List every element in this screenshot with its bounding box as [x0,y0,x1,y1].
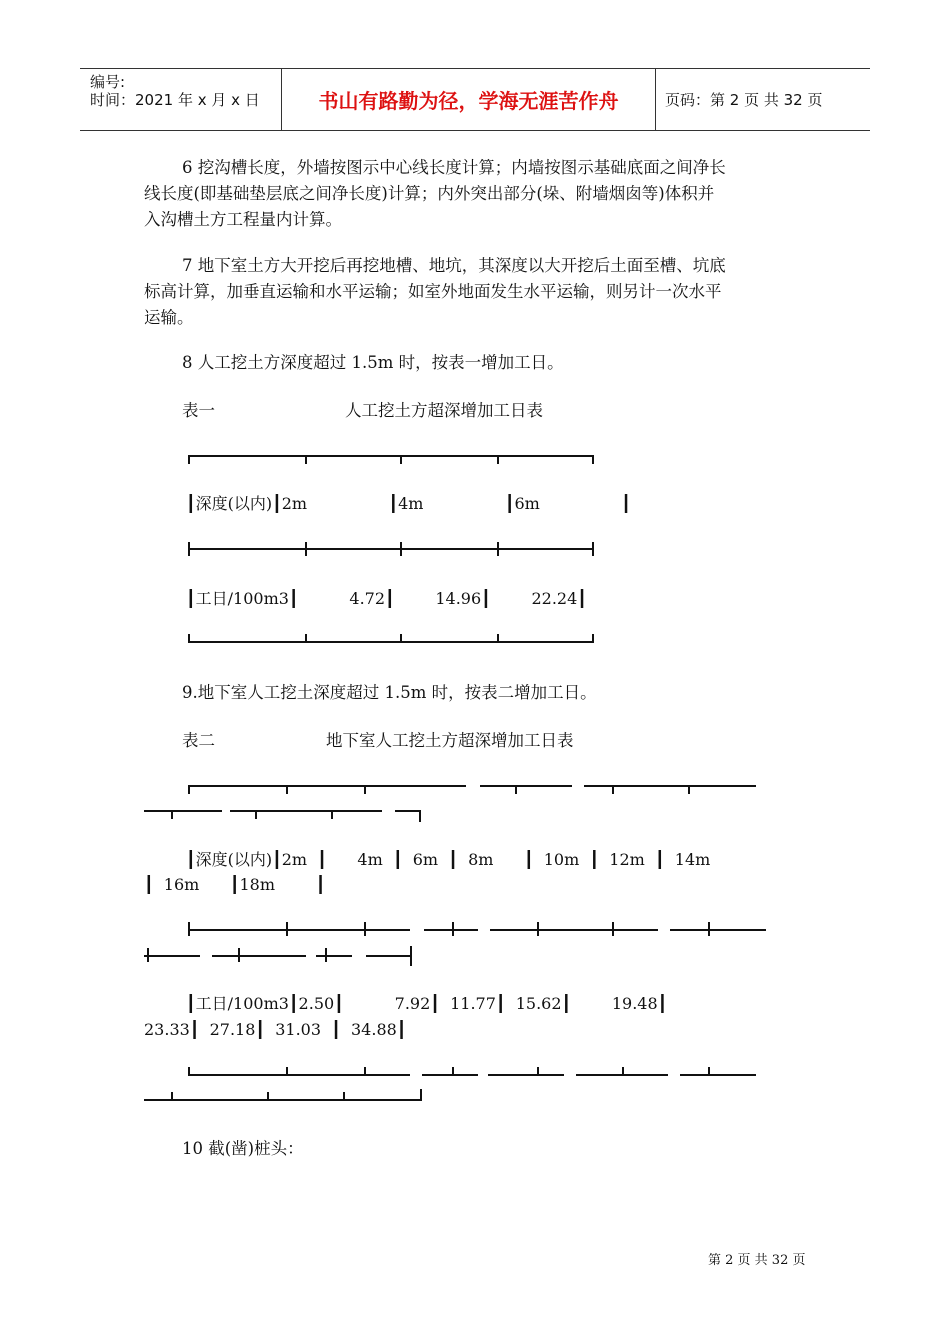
table-rule-tick [622,1067,624,1076]
table-2-row-depth-part-1: ┃深度(以内)┃2m ┃ 4m ┃ 6m ┃ 8m ┃ 10m ┃ 12m ┃ 14m [186,850,711,869]
time-label: 时间：2021 年 x 月 x 日 [90,91,260,109]
table-rule-line [480,785,572,787]
table-rule-tick [410,946,412,966]
table-rule-tick [188,542,190,556]
page-number-label: 页码：第 2 页 共 32 页 [665,91,823,109]
table-rule-line [316,955,352,957]
table-rule-line [230,810,382,812]
table-rule-tick [592,634,594,643]
table-rule-line [424,929,478,931]
table-rule-tick [305,634,307,643]
paragraph-9: 9.地下室人工挖土深度超过 1.5m 时，按表二增加工日。 [182,683,597,702]
table-rule-tick [515,785,517,794]
table-rule-line [144,810,222,812]
table-rule-tick [592,455,594,464]
table-rule-tick [497,542,499,556]
table-rule-tick [325,948,327,962]
table-rule-line [188,548,594,550]
table-rule-line [188,1074,410,1076]
table-1-row-depth: ┃深度(以内)┃2m ┃4m ┃6m ┃ [186,494,631,513]
table-2-title: 地下室人工挖土方超深增加工日表 [326,731,574,750]
page-footer: 第 2 页 共 32 页 [708,1253,806,1268]
table-rule-tick [343,1092,345,1101]
table-rule-tick [364,1067,366,1076]
table-rule-tick [419,810,421,822]
table-rule-tick [305,455,307,464]
table-rule-tick [188,1067,190,1076]
table-rule-tick [537,1067,539,1076]
table-2-row-workdays-part-1: ┃工日/100m3┃2.50┃ 7.92┃ 11.77┃ 15.62┃ 19.48┃ [186,994,668,1013]
table-rule-tick [452,1067,454,1076]
paragraph-6-line-2: 线长度(即基础垫层底之间净长度)计算；内外突出部分(垛、附墙烟囱等)体积并 [144,184,715,203]
table-rule-tick [364,785,366,794]
table-rule-tick [171,1092,173,1101]
table-rule-tick [286,785,288,794]
header-meta [80,69,280,130]
table-rule-tick [238,948,240,962]
table-rule-line [490,929,658,931]
number-label: 编号: [90,73,126,91]
table-rule-tick [592,542,594,556]
paragraph-7-line-1: 7 地下室土方大开挖后再挖地槽、地坑，其深度以大开挖后土面至槽、坑底 [182,256,726,275]
table-rule-tick [364,922,366,936]
table-rule-line [188,455,594,457]
page-header [80,68,870,131]
table-rule-tick [612,922,614,936]
table-rule-line [188,785,466,787]
table-rule-tick [452,922,454,936]
table-rule-line [584,785,756,787]
table-rule-tick [688,785,690,794]
table-rule-tick [171,810,173,819]
table-rule-tick [255,810,257,819]
paragraph-8: 8 人工挖土方深度超过 1.5m 时，按表一增加工日。 [182,353,564,372]
table-rule-tick [305,542,307,556]
motto: 书山有路勤为径，学海无涯苦作舟 [281,69,656,130]
table-rule-line [144,1099,422,1101]
table-rule-tick [267,1092,269,1101]
table-rule-tick [497,634,499,643]
table-2-row-workdays-part-2: 23.33┃ 27.18┃ 31.03 ┃ 34.88┃ [144,1020,407,1039]
table-rule-tick [612,785,614,794]
table-rule-tick [286,1067,288,1076]
table-rule-line [670,929,766,931]
table-rule-tick [400,455,402,464]
table-rule-tick [188,634,190,643]
table-rule-line [395,810,421,812]
table-1-row-workdays: ┃工日/100m3┃ 4.72┃ 14.96┃ 22.24┃ [186,589,587,608]
table-rule-tick [400,634,402,643]
table-1-title: 人工挖土方超深增加工日表 [345,401,543,420]
table-rule-line [212,955,306,957]
table-rule-tick [188,785,190,794]
table-rule-line [488,1074,564,1076]
table-rule-tick [331,810,333,819]
paragraph-6-line-3: 入沟槽土方工程量内计算。 [144,210,342,229]
table-rule-line [188,641,594,643]
table-rule-tick [537,922,539,936]
table-rule-tick [420,1089,422,1101]
table-rule-line [422,1074,478,1076]
table-rule-tick [400,542,402,556]
table-rule-tick [708,922,710,936]
table-rule-line [144,955,200,957]
table-2-row-depth-part-2: ┃ 16m ┃18m ┃ [144,875,326,894]
paragraph-7-line-2: 标高计算，加垂直运输和水平运输；如室外地面发生水平运输，则另计一次水平 [144,282,722,301]
table-rule-tick [708,1067,710,1076]
table-rule-tick [188,922,190,936]
table-rule-line [188,929,410,931]
table-rule-tick [188,455,190,464]
table-rule-line [680,1074,756,1076]
table-rule-tick [286,922,288,936]
paragraph-7-line-3: 运输。 [144,308,194,327]
paragraph-6-line-1: 6 挖沟槽长度，外墙按图示中心线长度计算；内墙按图示基础底面之间净长 [182,158,726,177]
table-rule-tick [497,455,499,464]
table-1-label: 表一 [182,401,215,420]
table-2-label: 表二 [182,731,215,750]
table-rule-tick [147,948,149,962]
paragraph-10: 10 截(凿)桩头： [182,1139,304,1158]
table-rule-line [366,955,412,957]
